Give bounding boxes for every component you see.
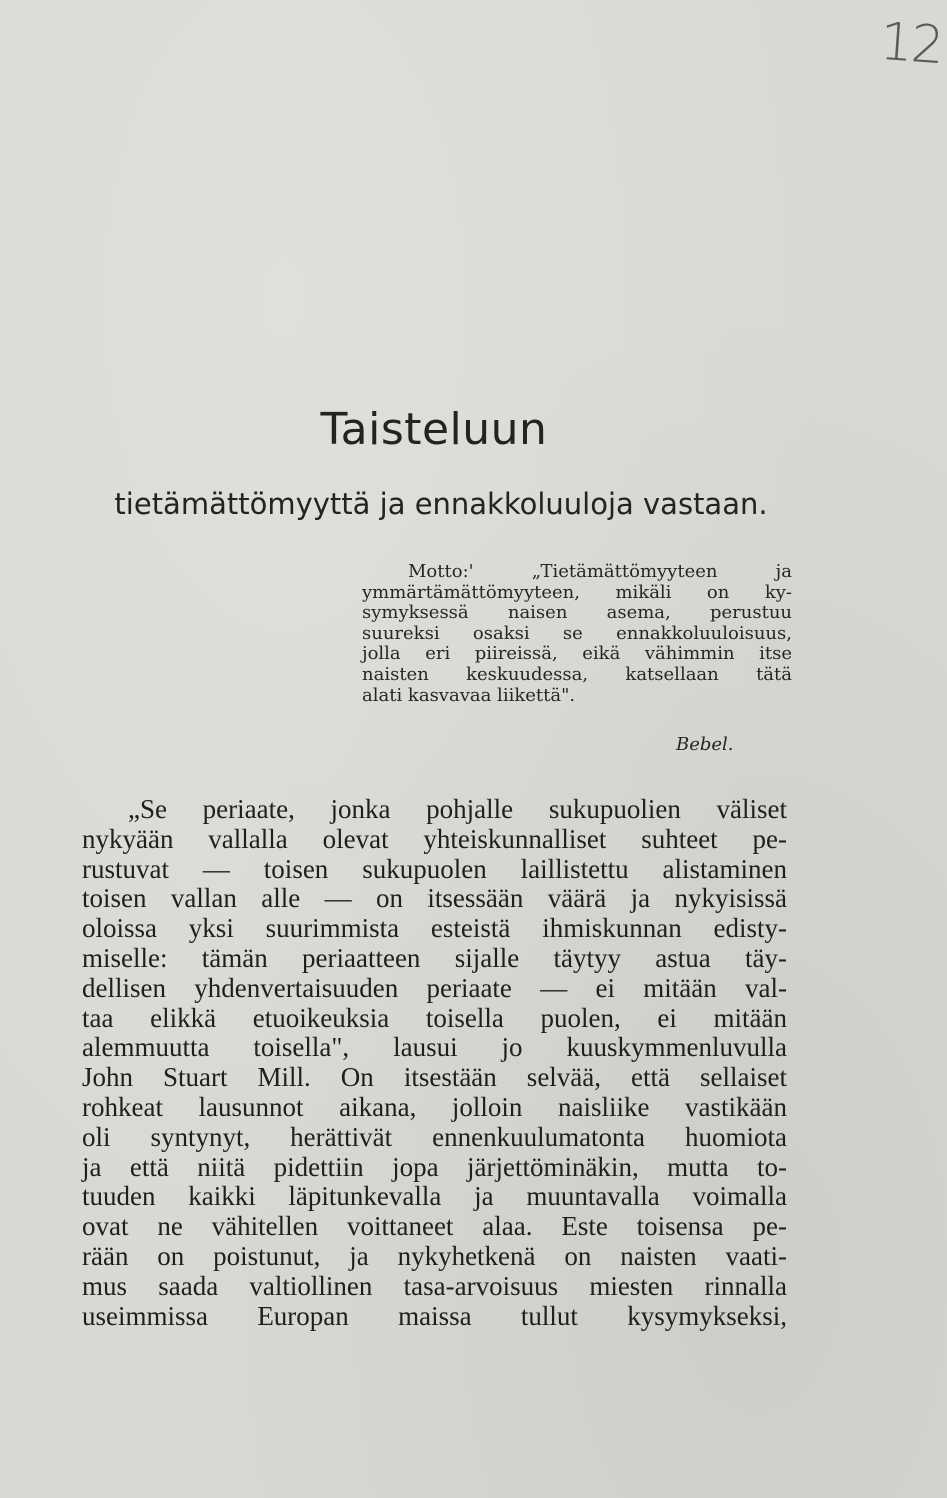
page-subtitle: tietämättömyyttä ja ennakkoluuloja vastaan. (114, 487, 768, 521)
body-paragraph (82, 795, 787, 1331)
body-line: useimmissa Europan maissa tullut kysymykseksi, (82, 1300, 787, 1331)
page-title: Taisteluun (320, 404, 548, 455)
handwritten-page-number: 12 (877, 11, 945, 77)
body-line: oli syntynyt, herättivät ennenkuulumatonta huomiota (82, 1121, 787, 1152)
motto-quote (362, 562, 792, 706)
body-line: miselle: tämän periaatteen sijalle täytyy astua täy- (82, 942, 787, 973)
motto-line: naisten keskuudessa, katsellaan tätä (362, 663, 792, 685)
body-line: dellisen yhdenvertaisuuden periaate — ei mitään val- (82, 972, 787, 1003)
body-line: oloissa yksi suurimmista esteistä ihmiskunnan edisty- (82, 913, 787, 944)
body-line: alemmuutta toisella", lausui jo kuuskymmenluvulla (82, 1032, 787, 1063)
body-line: nykyään vallalla olevat yhteiskunnalliset suhteet pe- (82, 823, 787, 854)
body-line: mus saada valtiollinen tasa-arvoisuus miesten rinnalla (82, 1270, 787, 1301)
motto-line: alati kasvavaa liikettä". (362, 684, 576, 706)
body-line: rään on poistunut, ja nykyhetkenä on naisten vaati- (82, 1240, 787, 1271)
motto-line: ymmärtämättömyyteen, mikäli on ky- (362, 581, 792, 603)
motto-author: Bebel. (676, 734, 734, 755)
body-line: taa elikkä etuoikeuksia toisella puolen, ei mitään (82, 1002, 787, 1033)
body-line: John Stuart Mill. On itsestään selvää, että sellaiset (82, 1062, 787, 1093)
body-line: rustuvat — toisen sukupuolen laillistettu alistaminen (82, 853, 787, 884)
body-line: toisen vallan alle — on itsessään väärä ja nykyisissä (82, 883, 787, 914)
motto-line: symyksessä naisen asema, perustuu (362, 602, 792, 624)
body-line: rohkeat lausunnot aikana, jolloin naisliike vastikään (82, 1091, 787, 1122)
body-line: tuuden kaikki läpitunkevalla ja muuntavalla voimalla (82, 1181, 787, 1212)
motto-line: Motto:' „Tietämättömyyteen ja (408, 561, 792, 582)
motto-line: jolla eri piireissä, eikä vähimmin itse (362, 643, 792, 665)
body-line: ovat ne vähitellen voittaneet alaa. Este toisensa pe- (82, 1211, 787, 1242)
motto-line: suureksi osaksi se ennakkoluuloisuus, (362, 622, 792, 644)
body-line: „Se periaate, jonka pohjalle sukupuolien väliset (128, 794, 787, 824)
body-line: ja että niitä pidettiin jopa järjettöminäkin, mutta to- (82, 1151, 787, 1182)
